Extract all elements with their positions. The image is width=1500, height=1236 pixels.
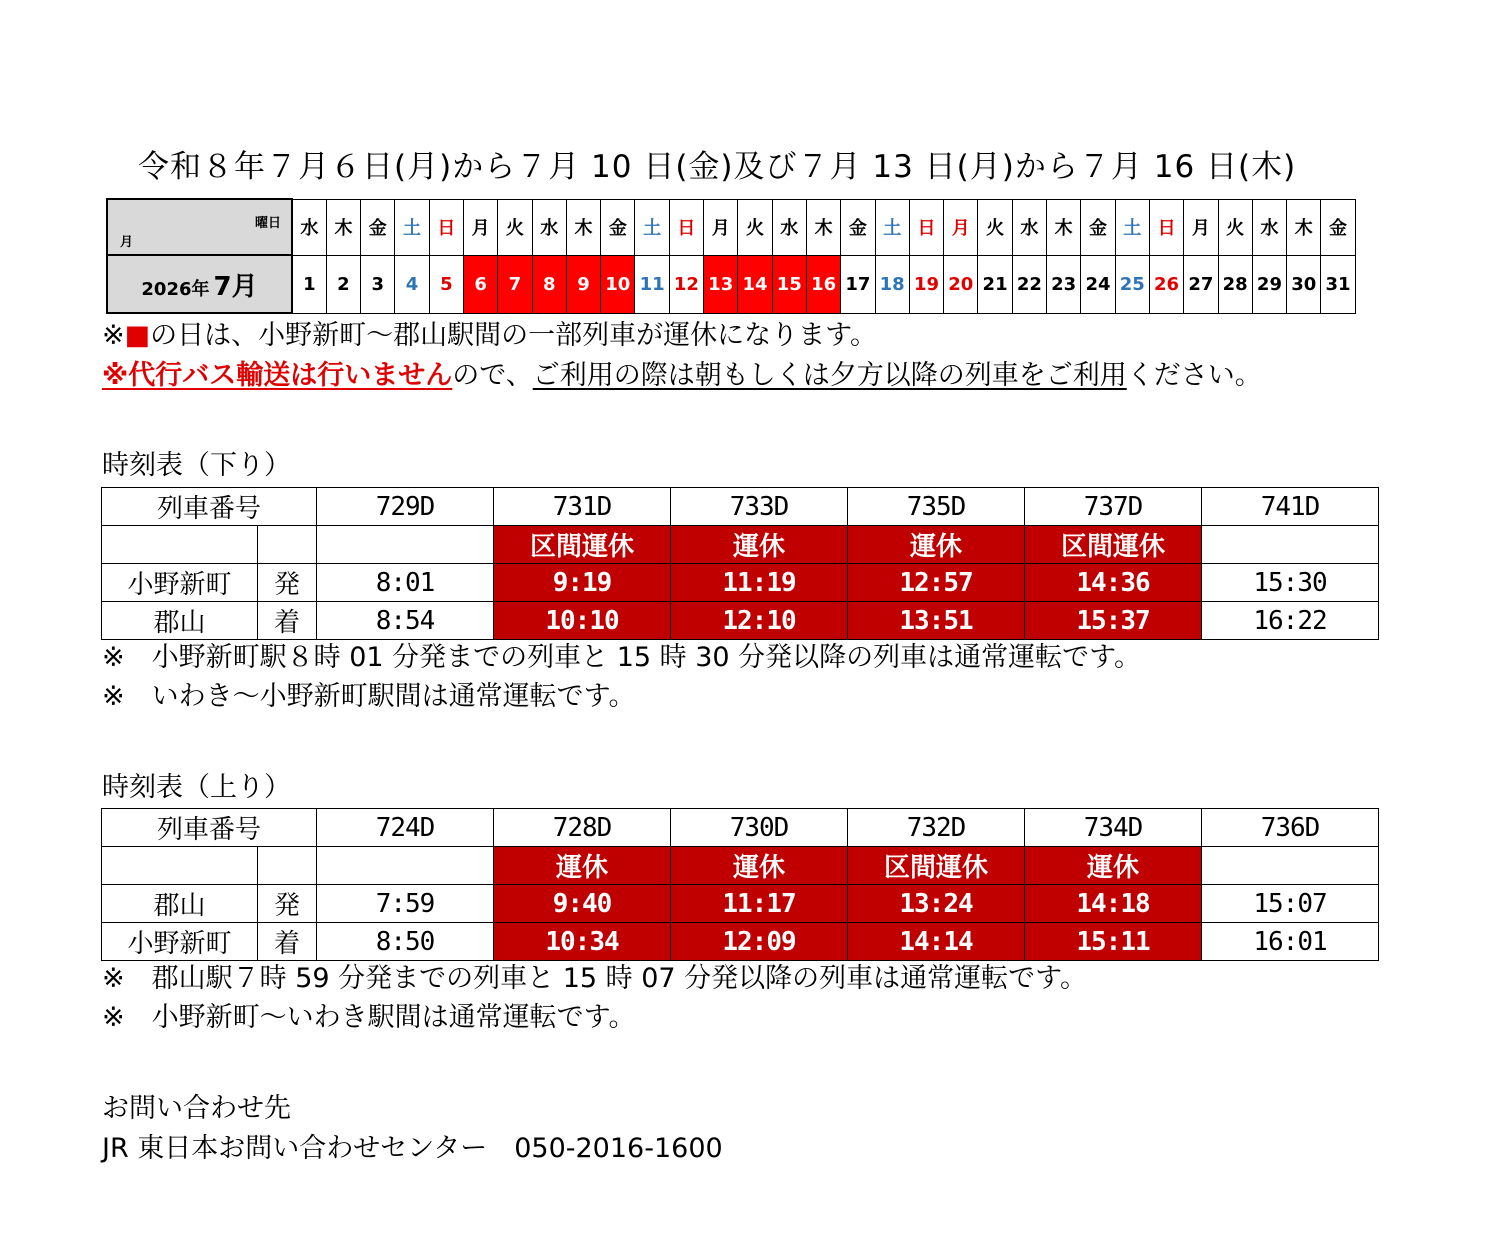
train-number-label: 列車番号 (102, 488, 317, 526)
departure-time: 9:40 (494, 885, 671, 923)
calendar-day: 19 (909, 255, 943, 313)
train-number: 735D (848, 488, 1025, 526)
departure-time: 7:59 (317, 885, 494, 923)
calendar-weekday: 水 (532, 199, 566, 255)
departure-time: 14:18 (1025, 885, 1202, 923)
calendar-weekday: 木 (1287, 199, 1321, 255)
calendar-day: 23 (1047, 255, 1081, 313)
departure-time: 9:19 (494, 564, 671, 602)
calendar-day: 8 (532, 255, 566, 313)
direction-label: 発 (258, 885, 317, 923)
calendar-day: 10 (601, 255, 635, 313)
up-timetable (101, 808, 1379, 961)
departure-time: 14:36 (1025, 564, 1202, 602)
empty-cell (258, 526, 317, 564)
month-header-label: 月 (120, 235, 134, 250)
calendar-weekday: 火 (738, 199, 772, 255)
calendar-day: 11 (635, 255, 669, 313)
calendar-weekday: 月 (944, 199, 978, 255)
empty-cell (102, 526, 258, 564)
train-number: 729D (317, 488, 494, 526)
calendar-weekday: 金 (601, 199, 635, 255)
calendar-day: 15 (772, 255, 806, 313)
calendar-weekday: 土 (635, 199, 669, 255)
calendar-weekday: 水 (1252, 199, 1286, 255)
train-number: 728D (494, 809, 671, 847)
calendar-weekday: 日 (909, 199, 943, 255)
timetable-header-row (102, 488, 1379, 526)
departure-time: 13:24 (848, 885, 1025, 923)
timetable-row (102, 564, 1379, 602)
station-name: 小野新町 (102, 564, 258, 602)
departure-time: 12:10 (671, 602, 848, 640)
calendar-weekday: 土 (875, 199, 909, 255)
calendar-weekday: 金 (361, 199, 395, 255)
timetable-header-row (102, 809, 1379, 847)
calendar-day: 31 (1321, 255, 1355, 313)
calendar-day: 28 (1218, 255, 1252, 313)
calendar-day: 27 (1184, 255, 1218, 313)
down-timetable (101, 487, 1379, 640)
calendar-day: 16 (806, 255, 840, 313)
train-status: 運休 (494, 847, 671, 885)
calendar-weekday: 土 (395, 199, 429, 255)
departure-time: 10:10 (494, 602, 671, 640)
calendar-day: 18 (875, 255, 909, 313)
notice-line-1: ※■の日は、小野新町～郡山駅間の一部列車が運休になります。 (102, 320, 877, 351)
calendar-weekday: 木 (326, 199, 360, 255)
train-number: 733D (671, 488, 848, 526)
calendar-day: 1 (292, 255, 326, 313)
departure-time: 16:22 (1202, 602, 1379, 640)
train-status (317, 526, 494, 564)
departure-time: 12:57 (848, 564, 1025, 602)
calendar-day: 6 (463, 255, 497, 313)
train-status: 運休 (671, 847, 848, 885)
red-square-icon: ■ (124, 320, 151, 351)
timetable-row (102, 885, 1379, 923)
train-number: 724D (317, 809, 494, 847)
calendar-weekday: 水 (1012, 199, 1046, 255)
timetable-row (102, 602, 1379, 640)
calendar-weekday: 水 (292, 199, 326, 255)
station-name: 郡山 (102, 602, 258, 640)
calendar-weekday: 水 (772, 199, 806, 255)
train-number: 741D (1202, 488, 1379, 526)
departure-time: 15:30 (1202, 564, 1379, 602)
departure-time: 14:14 (848, 923, 1025, 961)
departure-time: 10:34 (494, 923, 671, 961)
empty-cell (102, 847, 258, 885)
contact-line: JR 東日本お問い合わせセンター 050-2016-1600 (102, 1133, 723, 1164)
train-status (317, 847, 494, 885)
departure-time: 15:37 (1025, 602, 1202, 640)
contact-label: お問い合わせ先 (102, 1093, 291, 1124)
calendar-weekday-row (107, 199, 1355, 255)
departure-time: 8:54 (317, 602, 494, 640)
down-note-2: ※ いわき～小野新町駅間は通常運転です。 (102, 681, 636, 712)
train-number: 732D (848, 809, 1025, 847)
calendar-day: 20 (944, 255, 978, 313)
calendar-weekday: 月 (704, 199, 738, 255)
calendar-weekday: 日 (669, 199, 703, 255)
timetable-status-row (102, 526, 1379, 564)
departure-time: 16:01 (1202, 923, 1379, 961)
calendar-weekday: 木 (566, 199, 600, 255)
calendar-day: 7 (498, 255, 532, 313)
departure-time: 15:07 (1202, 885, 1379, 923)
direction-label: 着 (258, 923, 317, 961)
calendar-year: 2026年 (141, 278, 210, 300)
calendar-corner-cell (107, 199, 292, 255)
train-status (1202, 526, 1379, 564)
calendar-day: 12 (669, 255, 703, 313)
calendar-table (106, 198, 1356, 314)
calendar-day: 14 (738, 255, 772, 313)
direction-label: 発 (258, 564, 317, 602)
calendar-day: 25 (1115, 255, 1149, 313)
train-status: 運休 (671, 526, 848, 564)
calendar-day: 5 (429, 255, 463, 313)
calendar-day: 17 (841, 255, 875, 313)
calendar-day: 9 (566, 255, 600, 313)
timetable-row (102, 923, 1379, 961)
calendar-day: 26 (1149, 255, 1183, 313)
calendar-month: 7月 (213, 271, 258, 302)
no-bus-notice: ※代行バス輸送は行いません (102, 360, 453, 391)
train-number: 731D (494, 488, 671, 526)
calendar-day: 4 (395, 255, 429, 313)
calendar-day: 22 (1012, 255, 1046, 313)
station-name: 郡山 (102, 885, 258, 923)
calendar-day-row (107, 255, 1355, 313)
calendar-weekday: 金 (841, 199, 875, 255)
calendar-day: 24 (1081, 255, 1115, 313)
train-number: 730D (671, 809, 848, 847)
up-heading: 時刻表（上り） (102, 772, 291, 803)
calendar-day: 13 (704, 255, 738, 313)
down-note-1: ※ 小野新町駅８時 01 分発までの列車と 15 時 30 分発以降の列車は通常運転です。 (102, 642, 1142, 673)
train-status: 区間運休 (1025, 526, 1202, 564)
down-heading: 時刻表（下り） (102, 450, 291, 481)
timetable-status-row (102, 847, 1379, 885)
calendar-day: 21 (978, 255, 1012, 313)
calendar-weekday: 火 (978, 199, 1012, 255)
station-name: 小野新町 (102, 923, 258, 961)
train-status: 区間運休 (494, 526, 671, 564)
train-number: 736D (1202, 809, 1379, 847)
calendar-weekday: 月 (463, 199, 497, 255)
calendar-weekday: 金 (1081, 199, 1115, 255)
advice-underlined: ご利用の際は朝もしくは夕方以降の列車をご利用 (532, 360, 1127, 391)
page-title: 令和８年７月６日(月)から７月 10 日(金)及び７月 13 日(月)から７月 16 日(木) (138, 149, 1297, 185)
departure-time: 11:19 (671, 564, 848, 602)
calendar-day: 3 (361, 255, 395, 313)
departure-time: 8:50 (317, 923, 494, 961)
calendar-weekday: 木 (1047, 199, 1081, 255)
departure-time: 11:17 (671, 885, 848, 923)
notice-line-2: ※代行バス輸送は行いませんので、ご利用の際は朝もしくは夕方以降の列車をご利用ください。 (102, 360, 1262, 391)
calendar-day: 2 (326, 255, 360, 313)
calendar-weekday: 土 (1115, 199, 1149, 255)
calendar-weekday: 火 (1218, 199, 1252, 255)
calendar-weekday: 木 (806, 199, 840, 255)
train-status: 区間運休 (848, 847, 1025, 885)
calendar-day: 30 (1287, 255, 1321, 313)
weekday-header-label: 曜日 (254, 216, 281, 231)
train-number: 737D (1025, 488, 1202, 526)
calendar-weekday: 火 (498, 199, 532, 255)
train-status: 運休 (848, 526, 1025, 564)
calendar-day: 29 (1252, 255, 1286, 313)
departure-time: 15:11 (1025, 923, 1202, 961)
up-note-2: ※ 小野新町～いわき駅間は通常運転です。 (102, 1002, 636, 1033)
train-number-label: 列車番号 (102, 809, 317, 847)
train-status: 運休 (1025, 847, 1202, 885)
direction-label: 着 (258, 602, 317, 640)
train-number: 734D (1025, 809, 1202, 847)
empty-cell (258, 847, 317, 885)
train-status (1202, 847, 1379, 885)
departure-time: 8:01 (317, 564, 494, 602)
calendar-weekday: 金 (1321, 199, 1355, 255)
calendar-weekday: 月 (1184, 199, 1218, 255)
calendar-weekday: 日 (1149, 199, 1183, 255)
up-note-1: ※ 郡山駅７時 59 分発までの列車と 15 時 07 分発以降の列車は通常運転です。 (102, 963, 1088, 994)
departure-time: 13:51 (848, 602, 1025, 640)
calendar-year-month-cell (107, 255, 292, 313)
calendar-weekday: 日 (429, 199, 463, 255)
departure-time: 12:09 (671, 923, 848, 961)
